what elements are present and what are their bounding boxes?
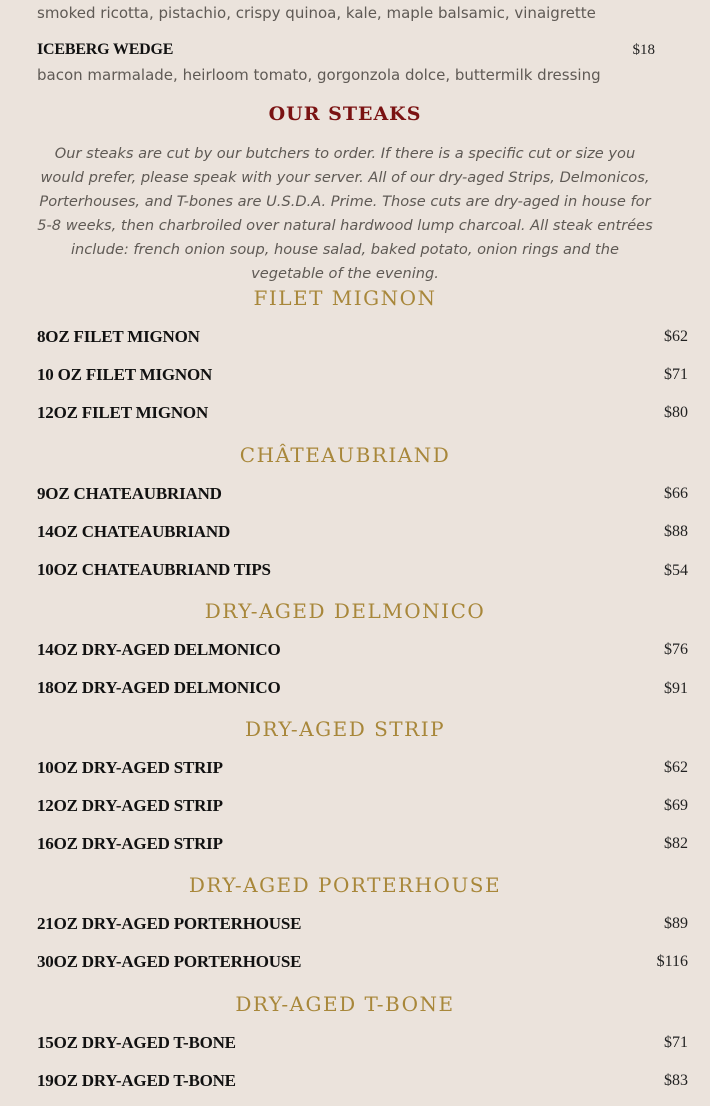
category-title: DRY-AGED T-BONE: [235, 992, 455, 1016]
menu-item-name: 10OZ DRY-AGED STRIP: [37, 758, 223, 777]
menu-item-name: 12OZ DRY-AGED STRIP: [37, 796, 223, 815]
iceberg-wedge-price: $18: [632, 42, 655, 58]
menu-item-price: $69: [664, 797, 688, 814]
menu-item-price: $62: [664, 328, 688, 345]
menu-item-name: 18OZ DRY-AGED DELMONICO: [37, 678, 281, 697]
menu-item-price: $80: [664, 404, 688, 421]
menu-item-price: $71: [664, 1034, 688, 1051]
menu-item-name: 16OZ DRY-AGED STRIP: [37, 834, 223, 853]
category-title: CHÂTEAUBRIAND: [239, 443, 451, 467]
menu-item-price: $76: [664, 641, 688, 658]
menu-item-price: $66: [664, 485, 688, 502]
section-title-steaks: OUR STEAKS: [268, 103, 422, 125]
menu-item-price: $116: [656, 953, 688, 970]
menu-item-name: 14OZ DRY-AGED DELMONICO: [37, 640, 281, 659]
menu-item-price: $91: [664, 680, 688, 697]
menu-item-name: 30OZ DRY-AGED PORTERHOUSE: [37, 952, 302, 971]
category-title: DRY-AGED STRIP: [244, 717, 446, 741]
menu-item-price: $82: [664, 835, 688, 852]
menu-item-name: 9OZ CHATEAUBRIAND: [37, 484, 222, 503]
menu-item-name: 15OZ DRY-AGED T-BONE: [37, 1033, 236, 1052]
salad-description: smoked ricotta, pistachio, crispy quinoa, kale, maple balsamic, vinaigrette: [37, 4, 596, 22]
menu-item-price: $54: [664, 562, 688, 579]
menu-item-name: 19OZ DRY-AGED T-BONE: [37, 1071, 236, 1090]
menu-item-price: $88: [664, 523, 688, 540]
menu-item-name: 10 OZ FILET MIGNON: [37, 365, 213, 384]
iceberg-wedge-name: ICEBERG WEDGE: [37, 41, 174, 58]
menu-item-price: $89: [664, 915, 688, 932]
menu-item-name: 10OZ CHATEAUBRIAND TIPS: [37, 560, 271, 579]
iceberg-wedge-description: bacon marmalade, heirloom tomato, gorgonzola dolce, buttermilk dressing: [37, 66, 601, 84]
menu-item-price: $62: [664, 759, 688, 776]
steaks-intro: Our steaks are cut by our butchers to order. If there is a specific cut or size you would prefer, please speak with your server. All of our dry-aged Strips, Delmonicos, Porterhouses, and T-bones are U.S.D.A. Prime. Those cuts are dry-aged in house for 5-8 weeks, then charbroiled over natural hardwood lump charcoal. All steak entrées include: french onion soup, house salad, baked potato, onion rings and the vegetable of the evening.: [37, 145, 653, 282]
menu-item-name: 14OZ CHATEAUBRIAND: [37, 522, 231, 541]
menu-item-name: 8OZ FILET MIGNON: [37, 327, 200, 346]
menu-item-price: $83: [664, 1072, 688, 1089]
category-title: DRY-AGED PORTERHOUSE: [188, 873, 502, 897]
category-title: DRY-AGED DELMONICO: [204, 599, 486, 623]
menu-item-name: 12OZ FILET MIGNON: [37, 403, 209, 422]
category-title: FILET MIGNON: [253, 286, 437, 310]
menu-item-name: 21OZ DRY-AGED PORTERHOUSE: [37, 914, 302, 933]
menu-item-price: $71: [664, 366, 688, 383]
